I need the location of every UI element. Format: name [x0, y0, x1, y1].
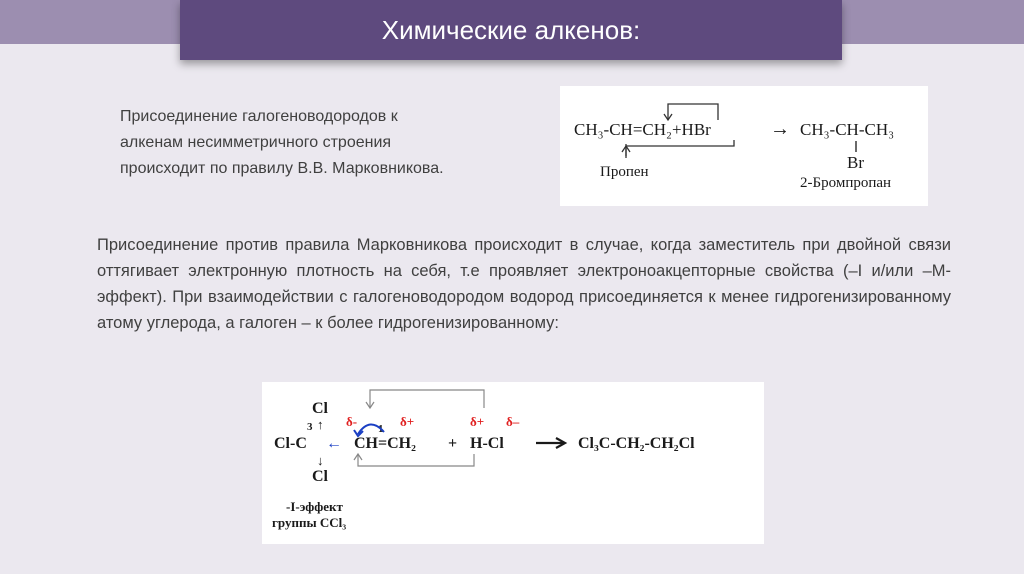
- para1-line-2: алкенам несимметричного строения: [120, 134, 392, 151]
- reaction2-main-chain: CH=CH₂: [354, 435, 416, 452]
- reaction2-num-1: 1: [378, 423, 384, 435]
- reaction2-cl-left-carbon: Cl-C: [274, 435, 307, 452]
- reaction2-effect-line2: группы CCl₃: [272, 515, 347, 530]
- reaction1-arrow: →: [770, 118, 790, 140]
- slide-title: Химические алкенов:: [381, 14, 641, 45]
- reaction1-product-name: 2-Бромпропан: [800, 175, 892, 191]
- reaction2-plus: +: [448, 435, 458, 452]
- reaction2-effect-line1: -I-эффект: [286, 499, 343, 514]
- reaction1-reactant-name: Пропен: [600, 164, 649, 180]
- down-arrow-icon: ↓: [317, 453, 324, 468]
- reaction2-num-3: 3: [307, 421, 313, 433]
- reaction2-delta-plus-h: δ+: [470, 414, 485, 429]
- reaction1-product: CH₃-CH-CH₃: [800, 120, 895, 139]
- reaction2-product: Cl₃C-CH₂-CH₂Cl: [578, 435, 695, 452]
- reaction1-reactant: CH₃-CH=CH₂+HBr: [574, 120, 711, 139]
- reaction2-delta-minus: δ-: [346, 414, 358, 429]
- effect-arrow-icon: ←: [326, 435, 342, 452]
- title-bar: [180, 0, 842, 60]
- reaction2-delta-plus: δ+: [400, 414, 415, 429]
- markovnikov-rule-text: [120, 104, 540, 182]
- para1-line-1: Присоединение галогеноводородов к: [120, 108, 398, 125]
- reaction2-cl-bottom: Cl: [312, 468, 328, 485]
- ccl3-reaction-figure: [262, 382, 764, 544]
- reaction2-hcl: H-Cl: [470, 435, 504, 452]
- para1-line-3: происходит по правилу В.В. Марковникова.: [120, 160, 444, 177]
- reaction1-product-br: Br: [847, 153, 864, 172]
- propene-reaction-figure: [560, 86, 928, 206]
- reaction2-cl-top: Cl: [312, 400, 328, 417]
- anti-markovnikov-text: Присоединение против правила Марковникова происходит в случае, когда заместитель при двойной связи оттягивает электронную плотность на себя, т.е проявляет электроноакцепторные свойства (–I и/или –M-эффект). При взаимодействии с галогеноводородом водород присоединяется к менее гидрогенизированному атому углерода, а галоген – к более гидрогенизированному:: [97, 236, 951, 332]
- up-arrow-icon: ↑: [317, 417, 324, 432]
- reaction2-delta-minus-cl: δ–: [506, 414, 520, 429]
